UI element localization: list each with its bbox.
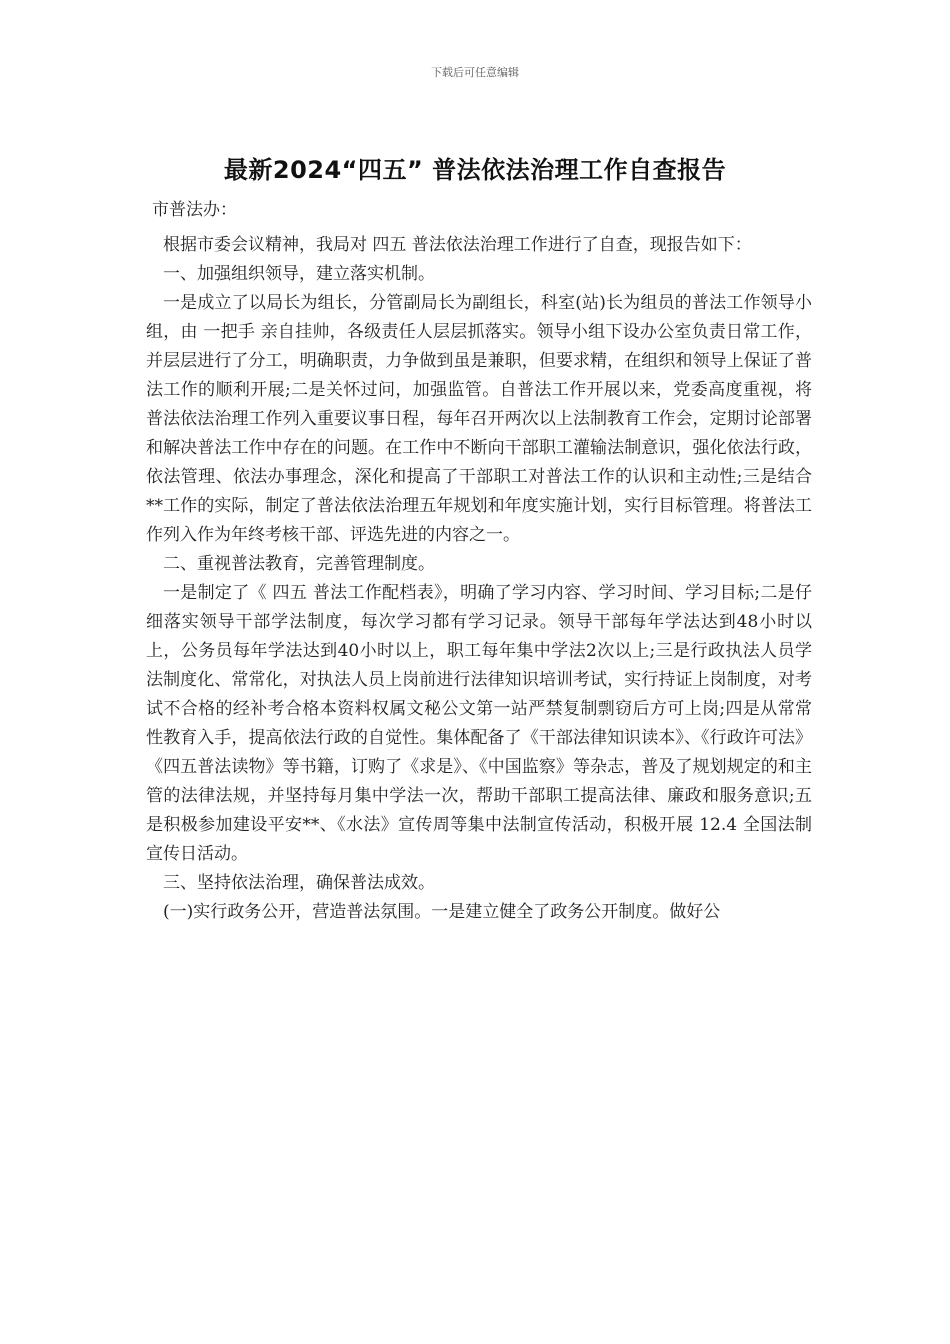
section-1-paragraph: 一是成立了以局长为组长，分管副局长为副组长，科室(站)长为组员的普法工作领导小组，由 一把手 亲自挂帅，各级责任人层层抓落实。领导小组下设办公室负责日常工作，并层层进行了分工，明确职责，力争做到虽是兼职，但要求精，在组织和领导上保证了普法工作的顺利开展;二是关怀过问，加强监管。自普法工作开展以来，党委高度重视，将普法依法治理工作列入重要议事日程，每年召开两次以上法制教育工作会，定期讨论部署和解决普法工作中存在的问题。在工作中不断向干部职工灌输法制意识，强化依法行政，依法管理、依法办事理念，深化和提高了干部职工对普法工作的认识和主动性;三是结合**工作的实际，制定了普法依法治理五年规划和年度实施计划，实行目标管理。将普法工作列入作为年终考核干部、评选先进的内容之一。 [146, 293, 812, 545]
section-2-paragraph: 一是制定了《 四五 普法工作配档表》，明确了学习内容、学习时间、学习目标;二是仔细落实领导干部学法制度，每次学习都有学习记录。领导干部每年学法达到48小时以上，公务员每年学法达到40小时以上，职工每年集中学法2次以上;三是行政执法人员学法制度化、常常化，对执法人员上岗前进行法律知识培训考试，实行持证上岗制度，对考试不合格的经补考合格本资料权属文秘公文第一站严禁复制剽窃后方可上岗;四是从常常性教育入手，提高依法行政的自觉性。集体配备了《干部法律知识读本》、《行政许可法》《四五普法读物》等书籍，订购了《求是》、《中国监察》等杂志，普及了规划规定的和主管的法律法规，并坚持每月集中学法一次，帮助干部职工提高法律、廉政和服务意识;五是积极参加建设平安**、《水法》宣传周等集中法制宣传活动，积极开展 12.4 全国法制宣传日活动。 [146, 583, 812, 864]
document-body [146, 196, 812, 927]
section-3-paragraph: (一)实行政务公开，营造普法氛围。一是建立健全了政务公开制度。做好公 [163, 902, 721, 922]
intro-paragraph: 根据市委会议精神，我局对 四五 普法依法治理工作进行了自查，现报告如下： [163, 235, 752, 255]
document-title: 最新2024“四五” 普法依法治理工作自查报告 [223, 156, 727, 184]
header-note: 下载后可任意编辑 [431, 66, 519, 79]
section-heading-3: 三、坚持依法治理，确保普法成效。 [163, 873, 435, 893]
section-heading-2: 二、重视普法教育，完善管理制度。 [163, 554, 435, 574]
salutation: 市普法办： [152, 200, 237, 220]
section-heading-1: 一、加强组织领导，建立落实机制。 [163, 264, 435, 284]
